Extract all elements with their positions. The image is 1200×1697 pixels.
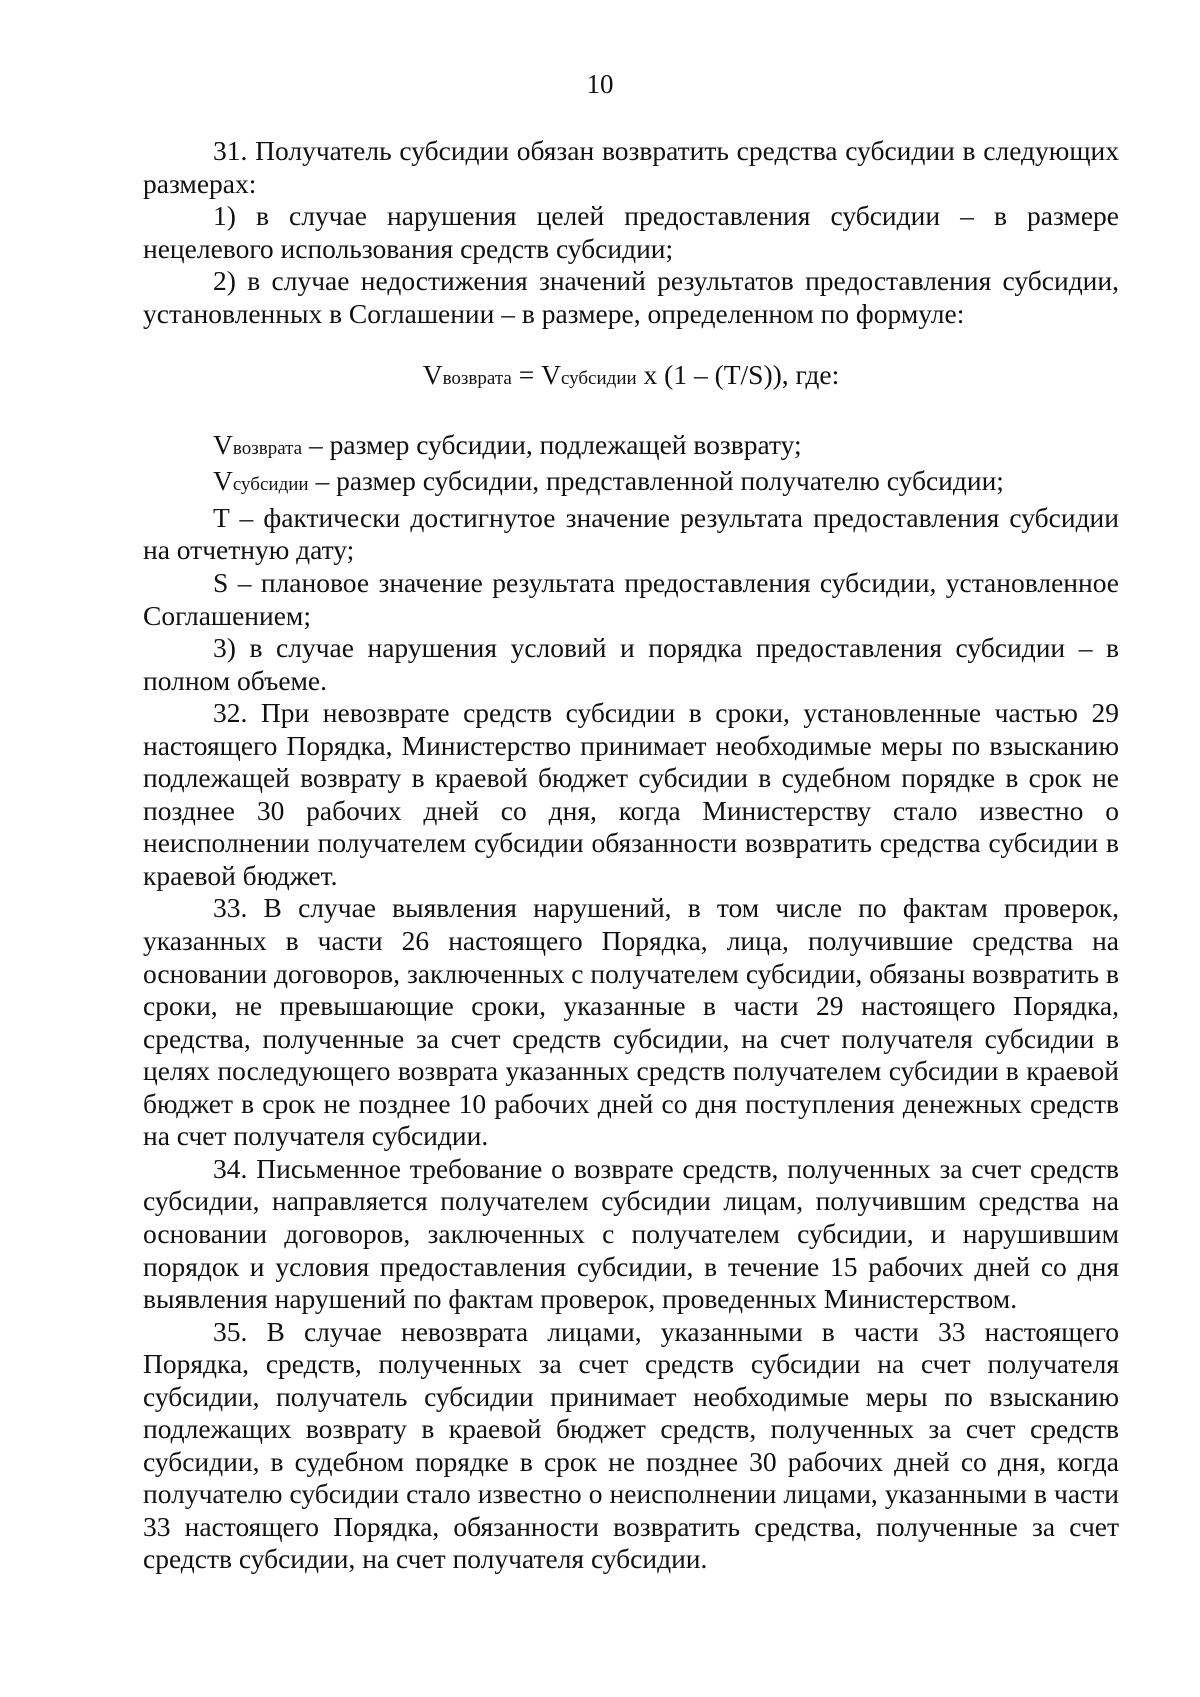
formula-lhs-subscript: возврата: [442, 368, 512, 390]
def-v-return-v: V: [213, 428, 233, 460]
def-v-subsidy-v: V: [213, 465, 233, 497]
document-body: [143, 135, 1119, 1576]
formula-rest: x (1 – (T/S)), где:: [636, 359, 840, 391]
paragraph-31: 31. Получатель субсидии обязан возвратить средства субсидии в следующих размерах:: [143, 135, 1119, 199]
paragraph-34: 34. Письменное требование о возврате средств, полученных за счет средств субсидии, направляется получателем субсидии лицам, получившим средства на основании договоров, заключенных с получателем субсидии, и нарушившим порядок и условия предоставления субсидии, в течение 15 рабочих дней со дня выявления нарушений по фактам проверок, проведенных Министерством.: [143, 1152, 1119, 1315]
paragraph-31-item-3: 3) в случае нарушения условий и порядка предоставления субсидии – в полном объеме.: [143, 632, 1119, 696]
paragraph-35: 35. В случае невозврата лицами, указанными в части 33 настоящего Порядка, средств, полученных за счет средств субсидии на счет получателя субсидии, получатель субсидии принимает необходимые меры по взысканию подлежащих возврату в краевой бюджет средств, полученных за счет средств субсидии, в судебном порядке в срок не позднее 30 рабочих дней со дня, когда получателю субсидии стало известно о неисполнении лицами, указанными в части 33 настоящего Порядка, обязанности возвратить средства, полученные за счет средств субсидии, на счет получателя субсидии.: [143, 1315, 1119, 1575]
definition-t: T – фактически достигнутое значение результата предоставления субсидии на отчетную дату;: [143, 501, 1119, 566]
definition-v-return: [143, 429, 1119, 466]
definition-s: S – плановое значение результата предоставления субсидии, установленное Соглашением;: [143, 567, 1119, 631]
paragraph-33: 33. В случае выявления нарушений, в том числе по фактам проверок, указанных в части 26 настоящего Порядка, лица, получившие средства на основании договоров, заключенных с получателем субсидии, обязаны возвратить в сроки, не превышающие сроки, указанные в части 29 настоящего Порядка, средства, полученные за счет средств субсидии, на счет получателя субсидии в целях последующего возврата указанных средств получателем субсидии в краевой бюджет в срок не позднее 10 рабочих дней со дня поступления денежных средств на счет получателя субсидии.: [143, 892, 1119, 1152]
def-v-return-text: – размер субсидии, подлежащей возврату;: [302, 428, 802, 460]
formula-rhs-v: V: [541, 359, 561, 391]
formula-lhs-v: V: [422, 359, 443, 391]
formula-rhs-subscript: субсидии: [560, 368, 637, 390]
paragraph-31-item-1: 1) в случае нарушения целей предоставления субсидии – в размере нецелевого использования средств субсидии;: [143, 200, 1119, 264]
def-v-subsidy-subscript: субсидии: [232, 474, 309, 496]
page-number: 10: [586, 69, 614, 99]
def-v-return-subscript: возврата: [232, 437, 303, 459]
return-formula: [143, 359, 1119, 396]
definition-v-subsidy: [143, 465, 1119, 502]
def-v-subsidy-text: – размер субсидии, представленной получателю субсидии;: [308, 465, 1004, 497]
paragraph-32: 32. При невозврате средств субсидии в сроки, установленные частью 29 настоящего Порядка, Министерство принимает необходимые меры по взысканию подлежащей возврату в краевой бюджет субсидии в судебном порядке в срок не позднее 30 рабочих дней со дня, когда Министерству стало известно о неисполнении получателем субсидии обязанности возвратить средства субсидии в краевой бюджет.: [143, 697, 1119, 891]
formula-eq: =: [511, 359, 542, 391]
paragraph-31-item-2: 2) в случае недостижения значений результатов предоставления субсидии, установленных в Соглашении – в размере, определенном по формуле:: [143, 265, 1119, 329]
